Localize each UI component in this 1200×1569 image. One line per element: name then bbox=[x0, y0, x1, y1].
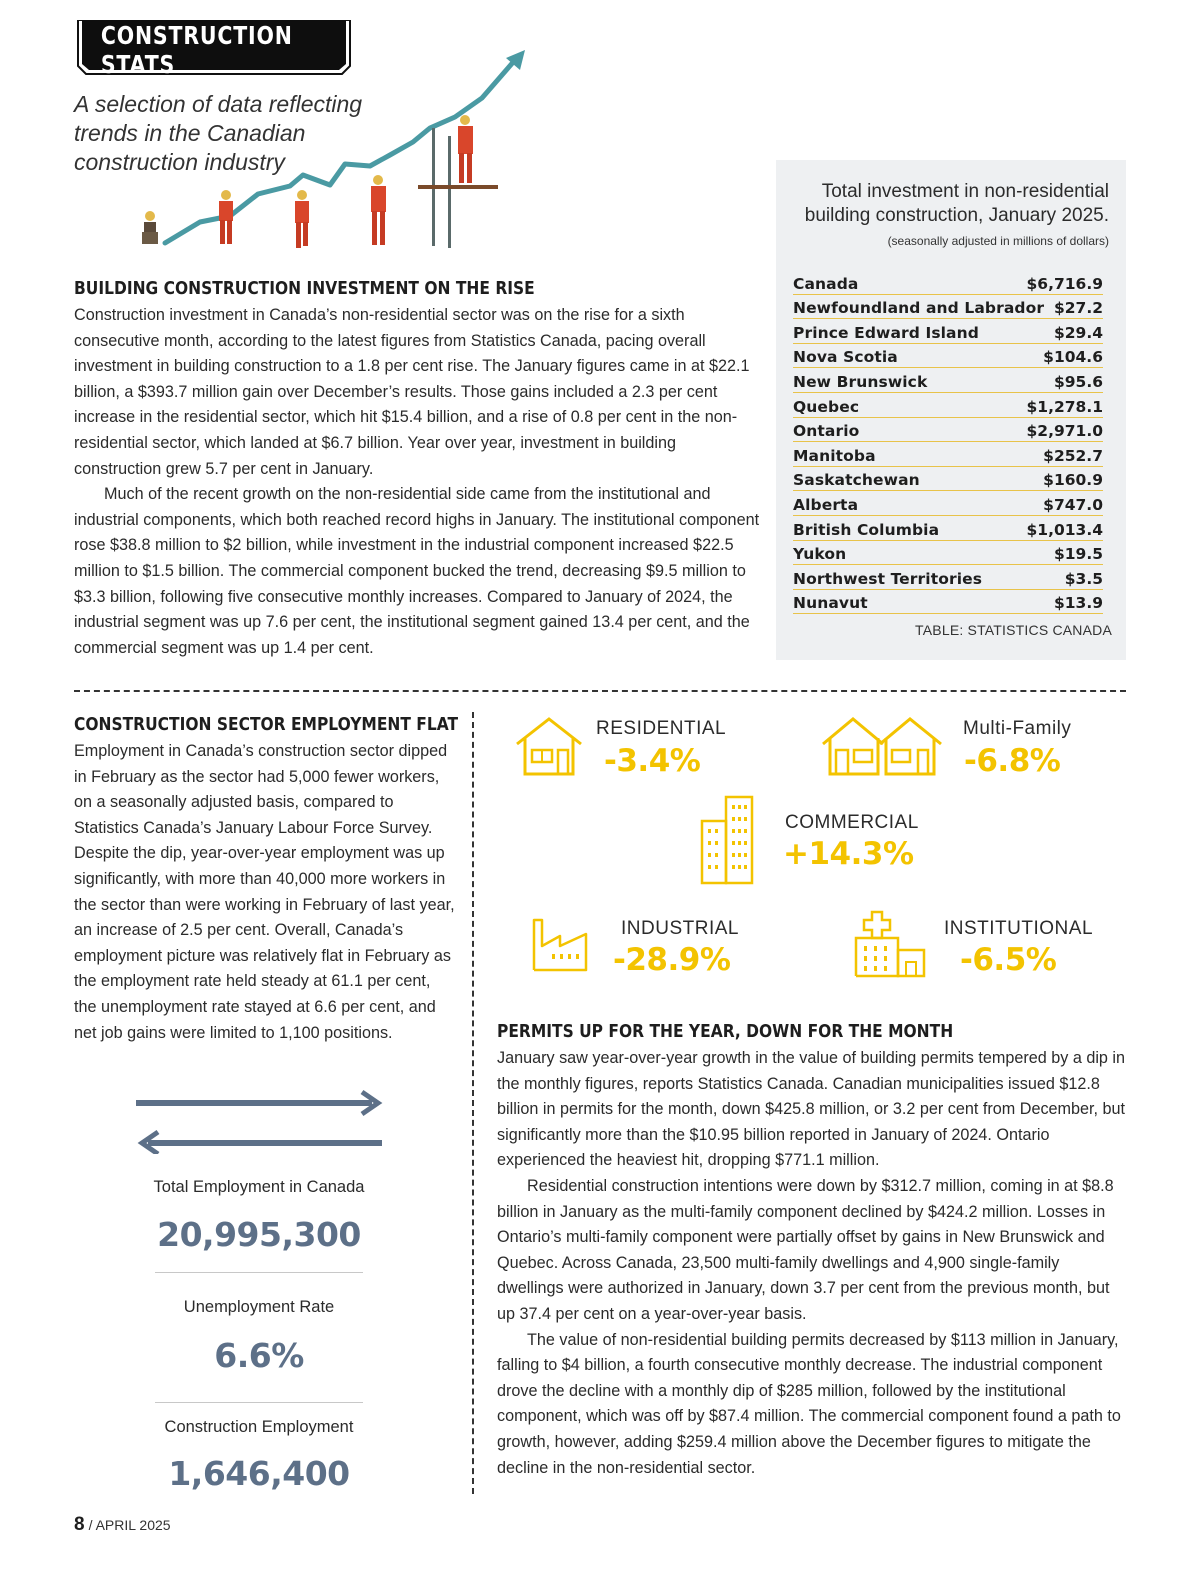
region-name: Nova Scotia bbox=[793, 348, 898, 367]
residential-label: RESIDENTIAL bbox=[596, 718, 727, 739]
region-name: Saskatchewan bbox=[793, 471, 920, 490]
article-paragraph: The value of non-residential building permits decreased by $113 million in January, falling to $4 billion, a fourth consecutive monthly decrease. The industrial component drove the decline with a monthly dip of $285 million, followed by the institutional component, which was off by $87.4 million. The commercial component found a path to growth, however, adding $259.4 million above the December figures to mitigate the decline in the non-residential sector. bbox=[497, 1330, 1121, 1477]
region-amount: $95.6 bbox=[1053, 372, 1103, 391]
worker-icon bbox=[458, 115, 473, 183]
institutional-value: -6.5% bbox=[960, 942, 1057, 978]
region-name: Yukon bbox=[793, 545, 847, 564]
table-row bbox=[793, 344, 1103, 369]
region-name: Prince Edward Island bbox=[793, 323, 979, 342]
table-row bbox=[793, 516, 1103, 541]
article-paragraph: January saw year-over-year growth in the value of building permits tempered by a dip in the monthly figures, reports Statistics Canada. Canadian municipalities issued $12.8 billion in permits for the month, down $425.8 million, or 3.2 per cent from December, but significantly more than the $10.95 billion reported in January of 2024. Ontario experienced the heaviest hit, dropping $771.1 million. bbox=[497, 1049, 1126, 1170]
total-employment-value: 20,995,300 bbox=[157, 1215, 361, 1254]
table-title: Total investment in non-residential building construction, January 2025. bbox=[804, 181, 1109, 226]
table-row bbox=[793, 393, 1103, 418]
badge-title: CONSTRUCTION STATS bbox=[100, 21, 293, 79]
investment-table bbox=[793, 270, 1103, 614]
region-amount: $1,013.4 bbox=[1026, 520, 1103, 539]
region-name: Quebec bbox=[793, 397, 860, 416]
region-name: Canada bbox=[793, 274, 859, 293]
table-row bbox=[793, 590, 1103, 615]
table-row bbox=[793, 442, 1103, 467]
table-row bbox=[793, 541, 1103, 566]
employment-heading: CONSTRUCTION SECTOR EMPLOYMENT FLAT bbox=[74, 714, 459, 735]
trend-workers-illustration bbox=[130, 40, 550, 255]
industrial-value: -28.9% bbox=[613, 942, 731, 978]
investment-table-panel bbox=[776, 160, 1126, 660]
residential-value: -3.4% bbox=[604, 743, 701, 779]
table-source: TABLE: STATISTICS CANADA bbox=[915, 622, 1112, 638]
region-name: Newfoundland and Labrador bbox=[793, 299, 1045, 318]
table-note: (seasonally adjusted in millions of dollars) bbox=[887, 234, 1109, 248]
multi-family-value: -6.8% bbox=[964, 743, 1061, 779]
table-row bbox=[793, 270, 1103, 295]
unemployment-rate-value: 6.6% bbox=[214, 1336, 304, 1375]
region-name: British Columbia bbox=[793, 520, 940, 539]
stat-divider bbox=[155, 1402, 363, 1403]
commercial-label: COMMERCIAL bbox=[785, 812, 919, 833]
region-amount: $160.9 bbox=[1043, 471, 1103, 490]
total-employment-label: Total Employment in Canada bbox=[153, 1178, 365, 1196]
region-name: Northwest Territories bbox=[793, 569, 983, 588]
region-amount: $29.4 bbox=[1053, 323, 1103, 342]
region-amount: $19.5 bbox=[1053, 545, 1103, 564]
region-name: Nunavut bbox=[793, 594, 868, 613]
region-amount: $3.5 bbox=[1064, 569, 1103, 588]
page-number: 8 bbox=[74, 1514, 85, 1535]
article-paragraph: Employment in Canada’s construction sector dipped in February as the sector had 5,000 fewer workers, on a seasonally adjusted basis, compared to Statistics Canada’s January Labour Force Survey. Despite the dip, year-over-year employment was up significantly, with more than 40,000 more workers in the sector than were working in February of last year, an increase of 2.5 per cent. Overall, Canada’s employment picture was relatively flat in February as the employment rate held steady at 61.1 per cent, the unemployment rate stayed at 6.6 per cent, and net job gains were limited to 1,100 positions. bbox=[74, 742, 455, 1042]
industrial-label: INDUSTRIAL bbox=[621, 918, 739, 939]
table-row bbox=[793, 565, 1103, 590]
region-name: Ontario bbox=[793, 422, 860, 441]
stat-divider bbox=[155, 1272, 363, 1273]
commercial-value: +14.3% bbox=[783, 836, 914, 872]
house-icon bbox=[514, 716, 584, 776]
article-paragraph: Construction investment in Canada’s non-residential sector was on the rise for a sixth consecutive month, according to the latest figures from Statistics Canada, pacing overall investment in building construction to a 1.8 per cent rise. The January figures came in at $22.1 billion, a $393.7 million gain over December’s results. Those gains included a 2.3 per cent increase in the residential sector, which hit $15.4 billion, and a rise of 0.8 per cent in the non-residential sector, which landed at $6.7 billion. Year over year, investment in building construction grew 5.7 per cent in January. bbox=[74, 306, 750, 478]
left-right-arrows-icon bbox=[134, 1088, 386, 1154]
article-paragraph: Residential construction intentions were down by $312.7 million, coming in at $8.8 billion in January as the multi-family component declined by $424.2 million. Losses in Ontario’s multi-family component were partially offset by gains in New Brunswick and Quebec. Across Canada, 23,500 multi-family dwellings and 4,900 single-family dwellings were authorized in January, down 3.7 per cent from the previous month, but up 37.4 per cent on a year-over-year basis. bbox=[497, 1176, 1114, 1323]
region-amount: $747.0 bbox=[1043, 495, 1103, 514]
section-divider bbox=[74, 690, 1126, 692]
region-amount: $252.7 bbox=[1043, 446, 1103, 465]
table-row bbox=[793, 491, 1103, 516]
investment-article bbox=[74, 303, 762, 661]
permits-heading: PERMITS UP FOR THE YEAR, DOWN FOR THE MONTH bbox=[497, 1021, 954, 1042]
construction-employment-value: 1,646,400 bbox=[168, 1454, 350, 1493]
worker-icon bbox=[142, 211, 158, 244]
region-amount: $104.6 bbox=[1043, 348, 1103, 367]
worker-icon bbox=[295, 190, 309, 248]
table-row bbox=[793, 467, 1103, 492]
worker-icon bbox=[219, 190, 233, 244]
employment-article bbox=[74, 739, 456, 1046]
region-name: Manitoba bbox=[793, 446, 876, 465]
institutional-label: INSTITUTIONAL bbox=[944, 918, 1094, 939]
issue-date: / APRIL 2025 bbox=[88, 1517, 171, 1533]
region-amount: $2,971.0 bbox=[1026, 422, 1103, 441]
article-paragraph: Much of the recent growth on the non-residential side came from the institutional and industrial components, which both reached record highs in January. The institutional component rose $38.8 million to $2 billion, while investment in the industrial component increased $22.5 million to $1.5 billion. The commercial component bucked the trend, decreasing $9.5 million to $3.3 billion, following five consecutive monthly increases. Compared to January of 2024, the industrial segment was up 7.6 per cent, the institutional segment gained 13.4 per cent, and the commercial segment was up 1.4 per cent. bbox=[74, 485, 760, 657]
worker-icon bbox=[371, 175, 386, 245]
region-amount: $13.9 bbox=[1053, 594, 1103, 613]
page-footer bbox=[74, 1514, 171, 1536]
region-name: Alberta bbox=[793, 495, 859, 514]
table-row bbox=[793, 319, 1103, 344]
column-divider bbox=[472, 712, 474, 1494]
region-amount: $1,278.1 bbox=[1026, 397, 1103, 416]
table-row bbox=[793, 295, 1103, 320]
construction-employment-label: Construction Employment bbox=[164, 1418, 354, 1436]
table-row bbox=[793, 368, 1103, 393]
region-amount: $27.2 bbox=[1053, 299, 1103, 318]
permits-article bbox=[497, 1046, 1126, 1481]
unemployment-rate-label: Unemployment Rate bbox=[183, 1298, 335, 1316]
investment-heading: BUILDING CONSTRUCTION INVESTMENT ON THE RISE bbox=[74, 278, 535, 299]
table-row bbox=[793, 418, 1103, 443]
factory-icon bbox=[528, 914, 590, 972]
multi-family-label: Multi-Family bbox=[963, 718, 1072, 739]
hospital-icon bbox=[852, 910, 928, 978]
office-building-icon bbox=[700, 795, 756, 885]
page-subtitle: A selection of data reflecting trends in the Canadian construction industry bbox=[74, 91, 363, 175]
houses-icon bbox=[820, 716, 944, 776]
region-amount: $6,716.9 bbox=[1026, 274, 1103, 293]
region-name: New Brunswick bbox=[793, 372, 928, 391]
